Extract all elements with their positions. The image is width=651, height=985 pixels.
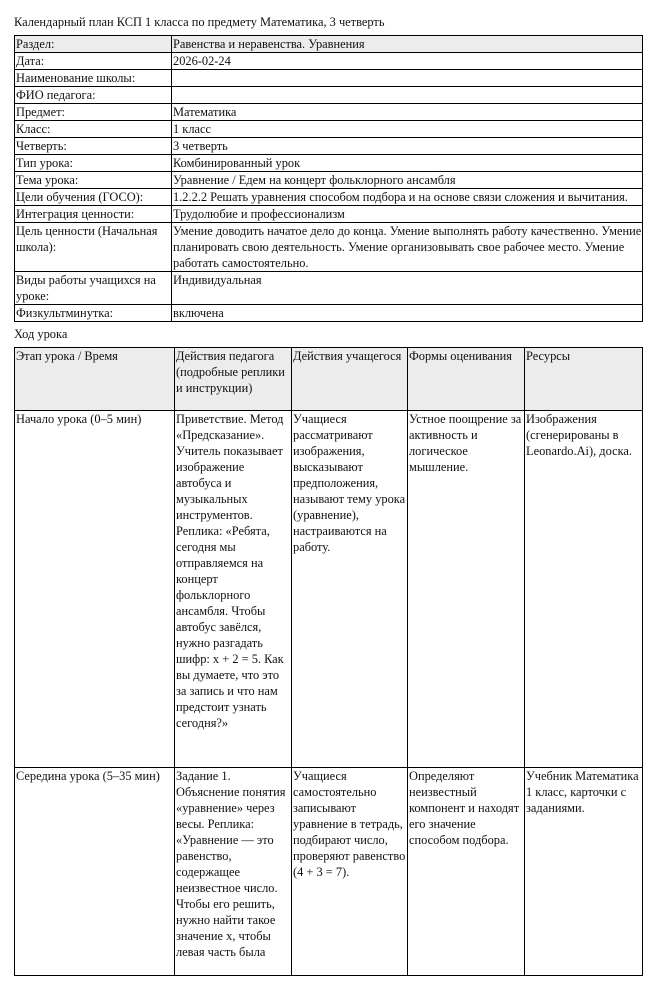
flow-student-actions: Учащиеся самостоятельно записывают уравнение в тетрадь, подбирают число, проверяют равенство (4 + 3 = 7). xyxy=(292,768,408,976)
meta-row-section xyxy=(15,36,643,53)
meta-row-teacher xyxy=(15,87,643,104)
meta-label: Класс: xyxy=(15,121,172,138)
meta-label: Тип урока: xyxy=(15,155,172,172)
meta-value: 1.2.2.2 Решать уравнения способом подбора и на основе связи сложения и вычитания. xyxy=(172,189,643,206)
meta-row-value-integration xyxy=(15,206,643,223)
meta-label: Виды работы учащихся на уроке: xyxy=(15,272,172,305)
flow-header-row xyxy=(15,348,643,411)
meta-label: Цели обучения (ГОСО): xyxy=(15,189,172,206)
meta-value: Уравнение / Едем на концерт фольклорного ансамбля xyxy=(172,172,643,189)
col-header-assessment: Формы оценивания xyxy=(408,348,525,411)
col-header-teacher: Действия педагога (подробные реплики и инструкции) xyxy=(175,348,292,411)
meta-row-topic xyxy=(15,172,643,189)
flow-assessment: Определяют неизвестный компонент и находят его значение способом подбора. xyxy=(408,768,525,976)
meta-row-physical-break xyxy=(15,305,643,322)
flow-row-start xyxy=(15,411,643,768)
meta-row-class xyxy=(15,121,643,138)
col-header-resources: Ресурсы xyxy=(525,348,643,411)
flow-student-actions: Учащиеся рассматривают изображения, высказывают предположения, называют тему урока (уравнение), настраиваются на работу. xyxy=(292,411,408,768)
meta-label: ФИО педагога: xyxy=(15,87,172,104)
meta-value: Трудолюбие и профессионализм xyxy=(172,206,643,223)
meta-row-subject xyxy=(15,104,643,121)
meta-label: Четверть: xyxy=(15,138,172,155)
meta-row-school xyxy=(15,70,643,87)
flow-assessment: Устное поощрение за активность и логическое мышление. xyxy=(408,411,525,768)
flow-resources: Изображения (сгенерированы в Leonardo.Ai), доска. xyxy=(525,411,643,768)
meta-value: 3 четверть xyxy=(172,138,643,155)
meta-label: Наименование школы: xyxy=(15,70,172,87)
meta-value xyxy=(172,70,643,87)
lesson-meta-table xyxy=(14,35,643,322)
flow-stage: Середина урока (5–35 мин) xyxy=(15,768,175,976)
meta-row-date xyxy=(15,53,643,70)
meta-label: Предмет: xyxy=(15,104,172,121)
meta-label: Тема урока: xyxy=(15,172,172,189)
meta-value: Умение доводить начатое дело до конца. Умение выполнять работу качественно. Умение планировать свою деятельность. Умение организовывать свое рабочее место. Умение работать самостоятельно. xyxy=(173,224,642,270)
lesson-flow-table xyxy=(14,347,643,976)
lesson-flow-heading: Ход урока xyxy=(14,327,68,341)
meta-row-value-goal xyxy=(15,223,643,272)
meta-value: 1 класс xyxy=(172,121,643,138)
meta-row-quarter xyxy=(15,138,643,155)
meta-value: Комбинированный урок xyxy=(172,155,643,172)
col-header-student: Действия учащегося xyxy=(292,348,408,411)
meta-row-learning-goals xyxy=(15,189,643,206)
meta-value: Индивидуальная xyxy=(172,272,643,305)
document-title: Календарный план КСП 1 класса по предмету Математика, 3 четверть xyxy=(14,15,385,29)
meta-row-work-types xyxy=(15,272,643,305)
meta-value: Математика xyxy=(172,104,643,121)
flow-teacher-actions: Приветствие. Метод «Предсказание». Учитель показывает изображение автобуса и музыкальных инструментов. Реплика: «Ребята, сегодня мы отправляемся на концерт фольклорного ансамбля. Чтобы автобус завёлся, нужно разгадать шифр: x + 2 = 5. Как вы думаете, что это за запись и что нам предстоит узнать сегодня?» xyxy=(175,411,292,768)
meta-value: включена xyxy=(172,305,643,322)
flow-stage: Начало урока (0–5 мин) xyxy=(15,411,175,768)
meta-value xyxy=(172,87,643,104)
flow-resources: Учебник Математика 1 класс, карточки с заданиями. xyxy=(525,768,643,976)
meta-label: Физкультминутка: xyxy=(15,305,172,322)
flow-row-middle xyxy=(15,768,643,976)
meta-label: Раздел: xyxy=(15,36,172,53)
flow-teacher-actions: Задание 1. Объяснение понятия «уравнение» через весы. Реплика: «Уравнение — это равенство, содержащее неизвестное число. Чтобы его решить, нужно найти такое значение x, чтобы левая часть была xyxy=(175,768,292,976)
meta-label: Цель ценности (Начальная школа): xyxy=(15,223,172,272)
meta-value: 2026-02-24 xyxy=(172,53,643,70)
col-header-stage: Этап урока / Время xyxy=(15,348,175,411)
meta-label: Дата: xyxy=(15,53,172,70)
meta-value: Равенства и неравенства. Уравнения xyxy=(172,36,643,53)
meta-label: Интеграция ценности: xyxy=(15,206,172,223)
meta-row-lesson-type xyxy=(15,155,643,172)
